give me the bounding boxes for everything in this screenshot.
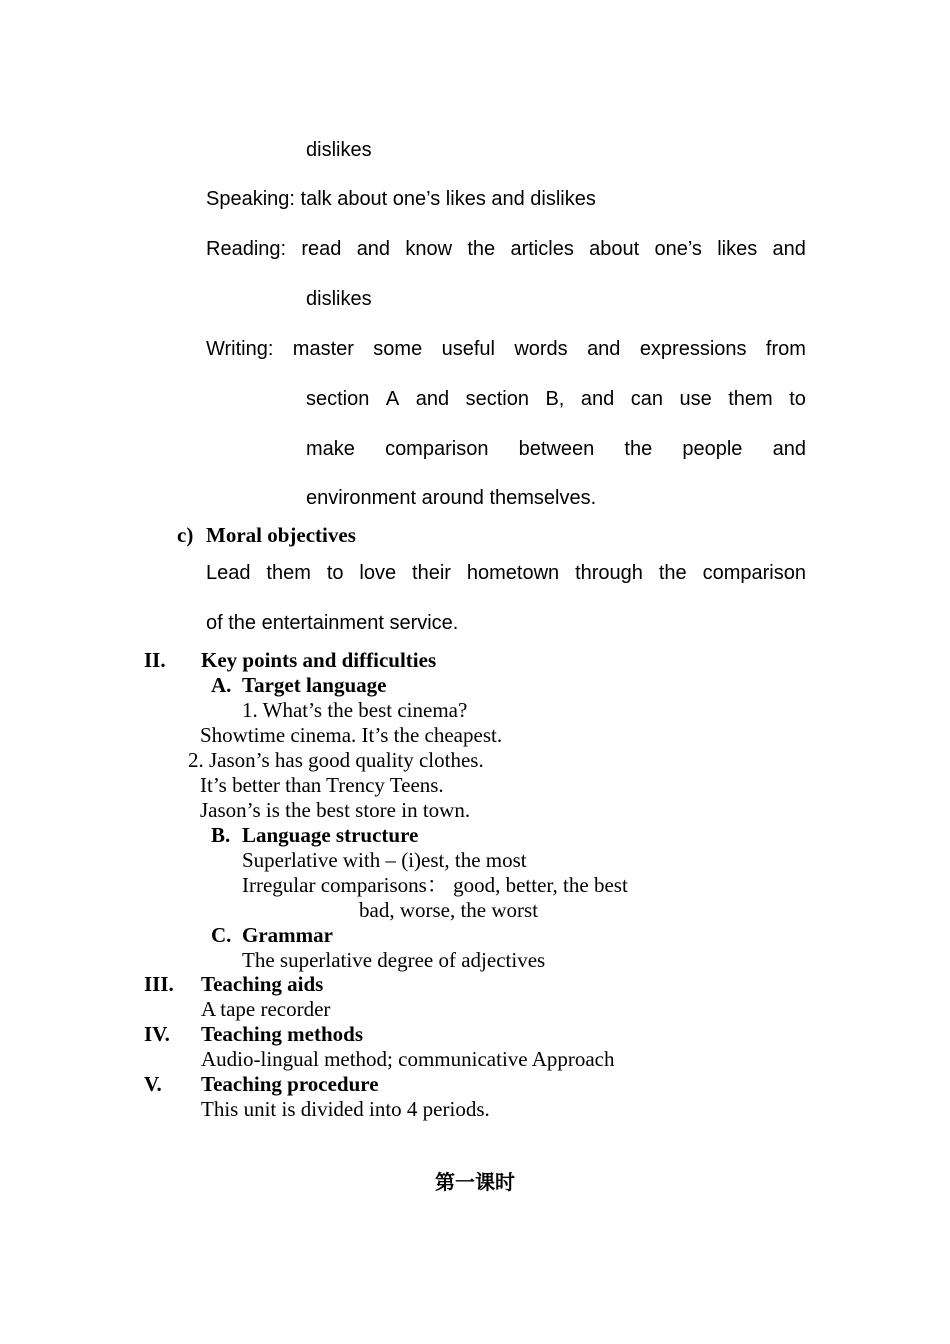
listening-continuation: dislikes [306,139,372,161]
section-3-title: Teaching aids [201,972,324,996]
word: between [518,438,595,460]
writing-objective-line-3 [306,437,806,461]
word: words [514,338,568,360]
language-structure-line: Irregular comparisons： good, better, the best [242,873,628,897]
word: and [415,388,450,410]
word: and [356,238,391,260]
word: section [306,388,370,410]
moral-line-2: of the entertainment service. [206,612,459,634]
word: the [658,562,687,584]
word: and [580,388,615,410]
section-5-title: Teaching procedure [201,1072,379,1096]
writing-objective-line-2 [306,387,806,411]
word: the [624,438,653,460]
word: read [301,238,342,260]
section-2-number: II. [144,648,166,672]
section-5-body: This unit is divided into 4 periods. [201,1097,490,1121]
word: to [789,388,806,410]
target-language-line: Jason’s is the best store in town. [200,798,471,822]
word: B, [545,388,565,410]
moral-line-1 [206,561,806,585]
word: Lead [206,562,251,584]
subsection-c-title: Grammar [242,923,333,947]
writing-objective-line-4: environment around themselves. [306,487,597,509]
word: their [412,562,451,584]
reading-objective-line-1 [206,237,806,261]
word: master [292,338,354,360]
word: Writing: [206,338,274,360]
word: can [630,388,663,410]
word: to [326,562,344,584]
word: use [679,388,712,410]
section-3-number: III. [144,972,174,996]
section-3-body: A tape recorder [201,997,331,1021]
word: likes [717,238,758,260]
period-heading: 第一课时 [435,1170,515,1194]
word: make [306,438,355,460]
speaking-objective: Speaking: talk about one’s likes and dislikes [206,188,596,210]
word: comparison [385,438,489,460]
word: and [772,438,806,460]
language-structure-line: bad, worse, the worst [359,898,539,922]
word: some [373,338,423,360]
word: useful [441,338,495,360]
word: Reading: [206,238,287,260]
word: them [728,388,773,410]
word: through [575,562,643,584]
word: one’s [654,238,702,260]
word: them [266,562,311,584]
section-4-number: IV. [144,1022,170,1046]
subsection-a-letter: A. [211,673,232,697]
target-language-line: 2. Jason’s has good quality clothes. [188,748,484,772]
subsection-a-title: Target language [242,673,387,697]
writing-objective-line-1 [206,337,806,361]
target-language-line: Showtime cinema. It’s the cheapest. [200,723,503,747]
word: articles [510,238,574,260]
subsection-b-letter: B. [211,823,231,847]
moral-marker: c) [177,523,194,547]
word: people [682,438,743,460]
reading-objective-line-2: dislikes [306,288,372,310]
subsection-b-title: Language structure [242,823,419,847]
word: the [467,238,496,260]
target-language-line: 1. What’s the best cinema? [242,698,468,722]
section-2-title: Key points and difficulties [201,648,437,672]
word: and [587,338,621,360]
section-4-body: Audio-lingual method; communicative Approach [201,1047,615,1071]
word: love [359,562,397,584]
word: and [772,238,806,260]
subsection-c-letter: C. [211,923,232,947]
target-language-line: It’s better than Trency Teens. [200,773,444,797]
word: comparison [702,562,806,584]
moral-objectives-heading: Moral objectives [206,523,356,547]
word: A [385,388,400,410]
word: know [405,238,453,260]
section-4-title: Teaching methods [201,1022,364,1046]
word: from [765,338,806,360]
word: hometown [466,562,560,584]
grammar-line: The superlative degree of adjectives [242,948,546,972]
word: expressions [639,338,747,360]
word: section [465,388,529,410]
section-5-number: V. [144,1072,162,1096]
word: about [589,238,640,260]
language-structure-line: Superlative with – (i)est, the most [242,848,527,872]
